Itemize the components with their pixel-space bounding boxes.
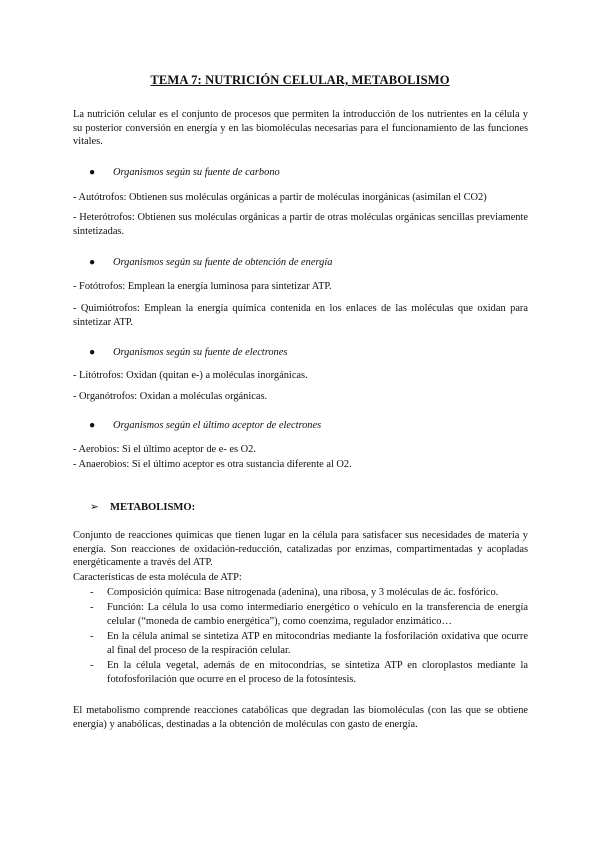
atp-list-item [90,630,528,657]
document-title: TEMA 7: NUTRICIÓN CELULAR, METABOLISMO [150,73,450,87]
list-item: - Quimiótrofos: Emplean la energía química contenida en los enlaces de las moléculas que oxidan para sintetizar ATP. [73,303,528,328]
atp-list-item [90,586,528,600]
bullet-icon: ● [89,167,96,178]
bullet-icon: ● [89,347,96,358]
intro-paragraph: La nutrición celular es el conjunto de procesos que permiten la introducción de los nutrientes en la célula y su posterior conversión en energía y en las biomoléculas necesarias para el funcionamiento de las funciones vitales. [73,109,528,148]
section-heading-metabolismo [90,501,195,515]
dash-marker: - [90,602,94,613]
bullet-heading-aceptor [89,419,321,433]
closing-paragraph: El metabolismo comprende reacciones catabólicas que degradan las biomoléculas (con las que se obtiene energía) y anabólicas, destinadas a la obtención de moléculas con gasto de energía. [73,705,528,730]
heading-text: Organismos según el último aceptor de electrones [113,420,322,431]
list-item: - Heterótrofos: Obtienen sus moléculas orgánicas a partir de otras moléculas orgánicas sencillas previamente sintetizadas. [73,212,528,237]
heading-text: Organismos según su fuente de electrones [113,347,288,358]
section-heading-text: METABOLISMO: [110,502,196,513]
list-item: - Litótrofos: Oxidan (quitan e-) a moléculas inorgánicas. [73,370,308,381]
heading-text: Organismos según su fuente de obtención de energía [113,257,333,268]
list-item: - Autótrofos: Obtienen sus moléculas orgánicas a partir de moléculas inorgánicas (asimilan el CO2) [73,192,487,203]
bullet-heading-energia [89,256,332,270]
bullet-icon: ● [89,420,96,431]
bullet-heading-carbono [89,166,280,180]
bullet-heading-electrones [89,346,287,360]
atp-list-item [90,601,528,628]
atp-item-text: Función: La célula lo usa como intermediario energético o vehículo en la transferencia de energía celular (“moneda de cambio energética”), como coenzima, regulador enzimático… [107,602,528,627]
atp-item-text: En la célula vegetal, además de en mitocondrias, se sintetiza ATP en cloroplastos mediante la fotofosforilación que ocurre en el proceso de la fotosíntesis. [107,660,528,685]
list-item: - Aerobios: Si el último aceptor de e- es O2. [73,444,256,455]
atp-item-text: En la célula animal se sintetiza ATP en mitocondrias mediante la fosforilación oxidativa que ocurre al final del proceso de la respiración celular. [107,631,528,656]
atp-intro: Características de esta molécula de ATP: [73,572,242,583]
list-item: - Organótrofos: Oxidan a moléculas orgánicas. [73,391,268,402]
dash-marker: - [90,631,94,642]
list-item: - Fotótrofos: Emplean la energía luminosa para sintetizar ATP. [73,281,332,292]
bullet-icon: ● [89,257,96,268]
dash-marker: - [90,660,94,671]
metabolismo-paragraph: Conjunto de reacciones químicas que tienen lugar en la célula para satisfacer sus necesidades de materia y energía. Son reacciones de oxidación-reducción, catalizadas por enzimas, compartimentadas y acopladas energéticamente a través del ATP. [73,530,528,569]
dash-marker: - [90,587,94,598]
arrow-icon: ➢ [90,502,99,513]
heading-text: Organismos según su fuente de carbono [113,167,280,178]
atp-list-item [90,659,528,686]
list-item: - Anaerobios: Si el último aceptor es otra sustancia diferente al O2. [73,459,352,470]
atp-item-text: Composición química: Base nitrogenada (adenina), una ribosa, y 3 moléculas de ác. fosfórico. [107,587,499,598]
